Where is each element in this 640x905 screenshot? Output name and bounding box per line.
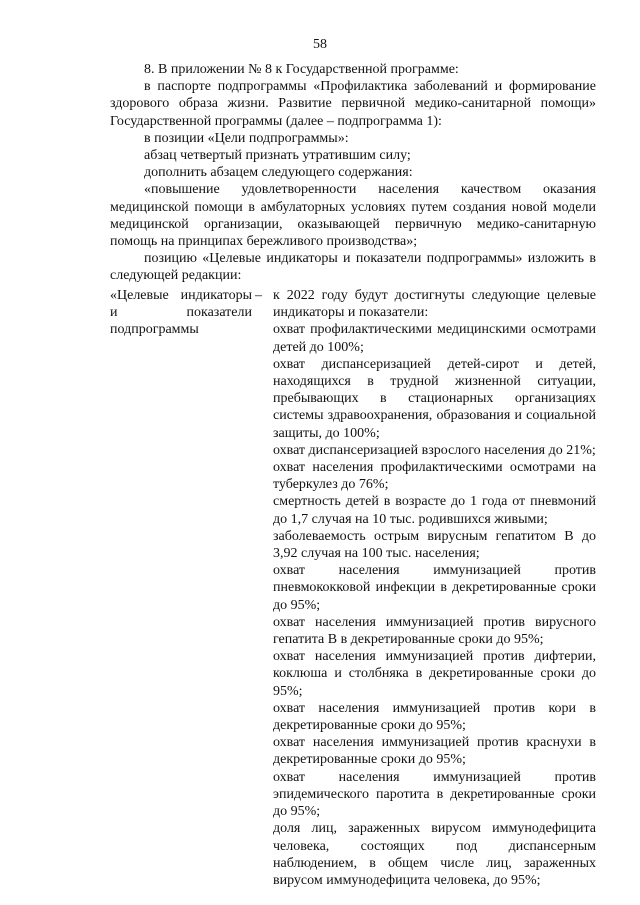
paragraph-goals-position: в позиции «Цели подпрограммы»: — [144, 130, 349, 146]
indicator-item: охват населения иммунизацией против кори в декретированные сроки до 95%; — [273, 700, 596, 734]
paragraph-new-goal-text: «повышение удовлетворенности населения качеством оказания медицинской помощи в амбулаторных условиях путем создания новой модели медицинской организации, оказывающей первичную медико-санитарную помощь на принципах бережливого производства»; — [110, 182, 596, 250]
indicator-item: к 2022 году будут достигнуты следующие целевые индикаторы и показатели: — [273, 288, 596, 321]
indicator-item: охват населения иммунизацией против вирусного гепатита В в декретированные сроки до 95%; — [273, 614, 596, 648]
indicator-item: охват диспансеризацией детей-сирот и детей, находящихся в трудной жизненной ситуации, пребывающих в стационарных организациях системы здравоохранения, образования и социальной защиты, до 100%; — [273, 356, 596, 441]
paragraph-appendix-8: 8. В приложении № 8 к Государственной программе: — [144, 62, 459, 77]
table-right-column — [273, 287, 596, 889]
indicator-item: охват населения иммунизацией против краснухи в декретированные сроки до 95%; — [273, 735, 596, 768]
indicator-item: охват диспансеризацией взрослого населения до 21%; — [273, 442, 596, 458]
paragraph-subprogram-passport: в паспорте подпрограммы «Профилактика заболеваний и формирование здорового образа жизни. Развитие первичной медико-санитарной помощи» Государственной программы (далее – подпрограмма 1): — [110, 79, 596, 129]
table-dash: – — [255, 288, 262, 303]
indicator-item: заболеваемость острым вирусным гепатитом В до 3,92 случая на 100 тыс. населения; — [273, 528, 596, 562]
indicator-item: охват населения иммунизацией против пневмококковой инфекции в декретированные сроки до 95%; — [273, 563, 596, 613]
paragraph-indicators-edit: позицию «Целевые индикаторы и показатели подпрограммы» изложить в следующей редакции: — [110, 251, 596, 284]
document-body — [110, 61, 596, 285]
paragraph-add-paragraph: дополнить абзацем следующего содержания: — [144, 165, 413, 181]
table-left-label: «Целевые индикаторы и показатели подпрограммы — [110, 288, 252, 338]
indicator-item: охват населения иммунизацией против дифтерии, коклюша и столбняка в декретированные сроки до 95%; — [273, 649, 596, 699]
indicator-item: охват населения иммунизацией против эпидемического паротита в декретированные сроки до 95%; — [273, 769, 596, 820]
page-number: 58 — [313, 37, 327, 52]
indicator-item: охват профилактическими медицинскими осмотрами детей до 100%; — [273, 322, 596, 355]
indicator-item: охват населения профилактическими осмотрами на туберкулез до 76%; — [273, 460, 596, 493]
indicator-item: доля лиц, зараженных вирусом иммунодефицита человека, состоящих под диспансерным наблюдением, в общем числе лиц, зараженных вирусом иммунодефицита человека, до 95%; — [273, 821, 596, 888]
paragraph-paragraph-four-void: абзац четвертый признать утратившим силу; — [144, 148, 411, 164]
indicator-item: смертность детей в возрасте до 1 года от пневмоний до 1,7 случая на 10 тыс. родившихся живыми; — [273, 494, 596, 527]
